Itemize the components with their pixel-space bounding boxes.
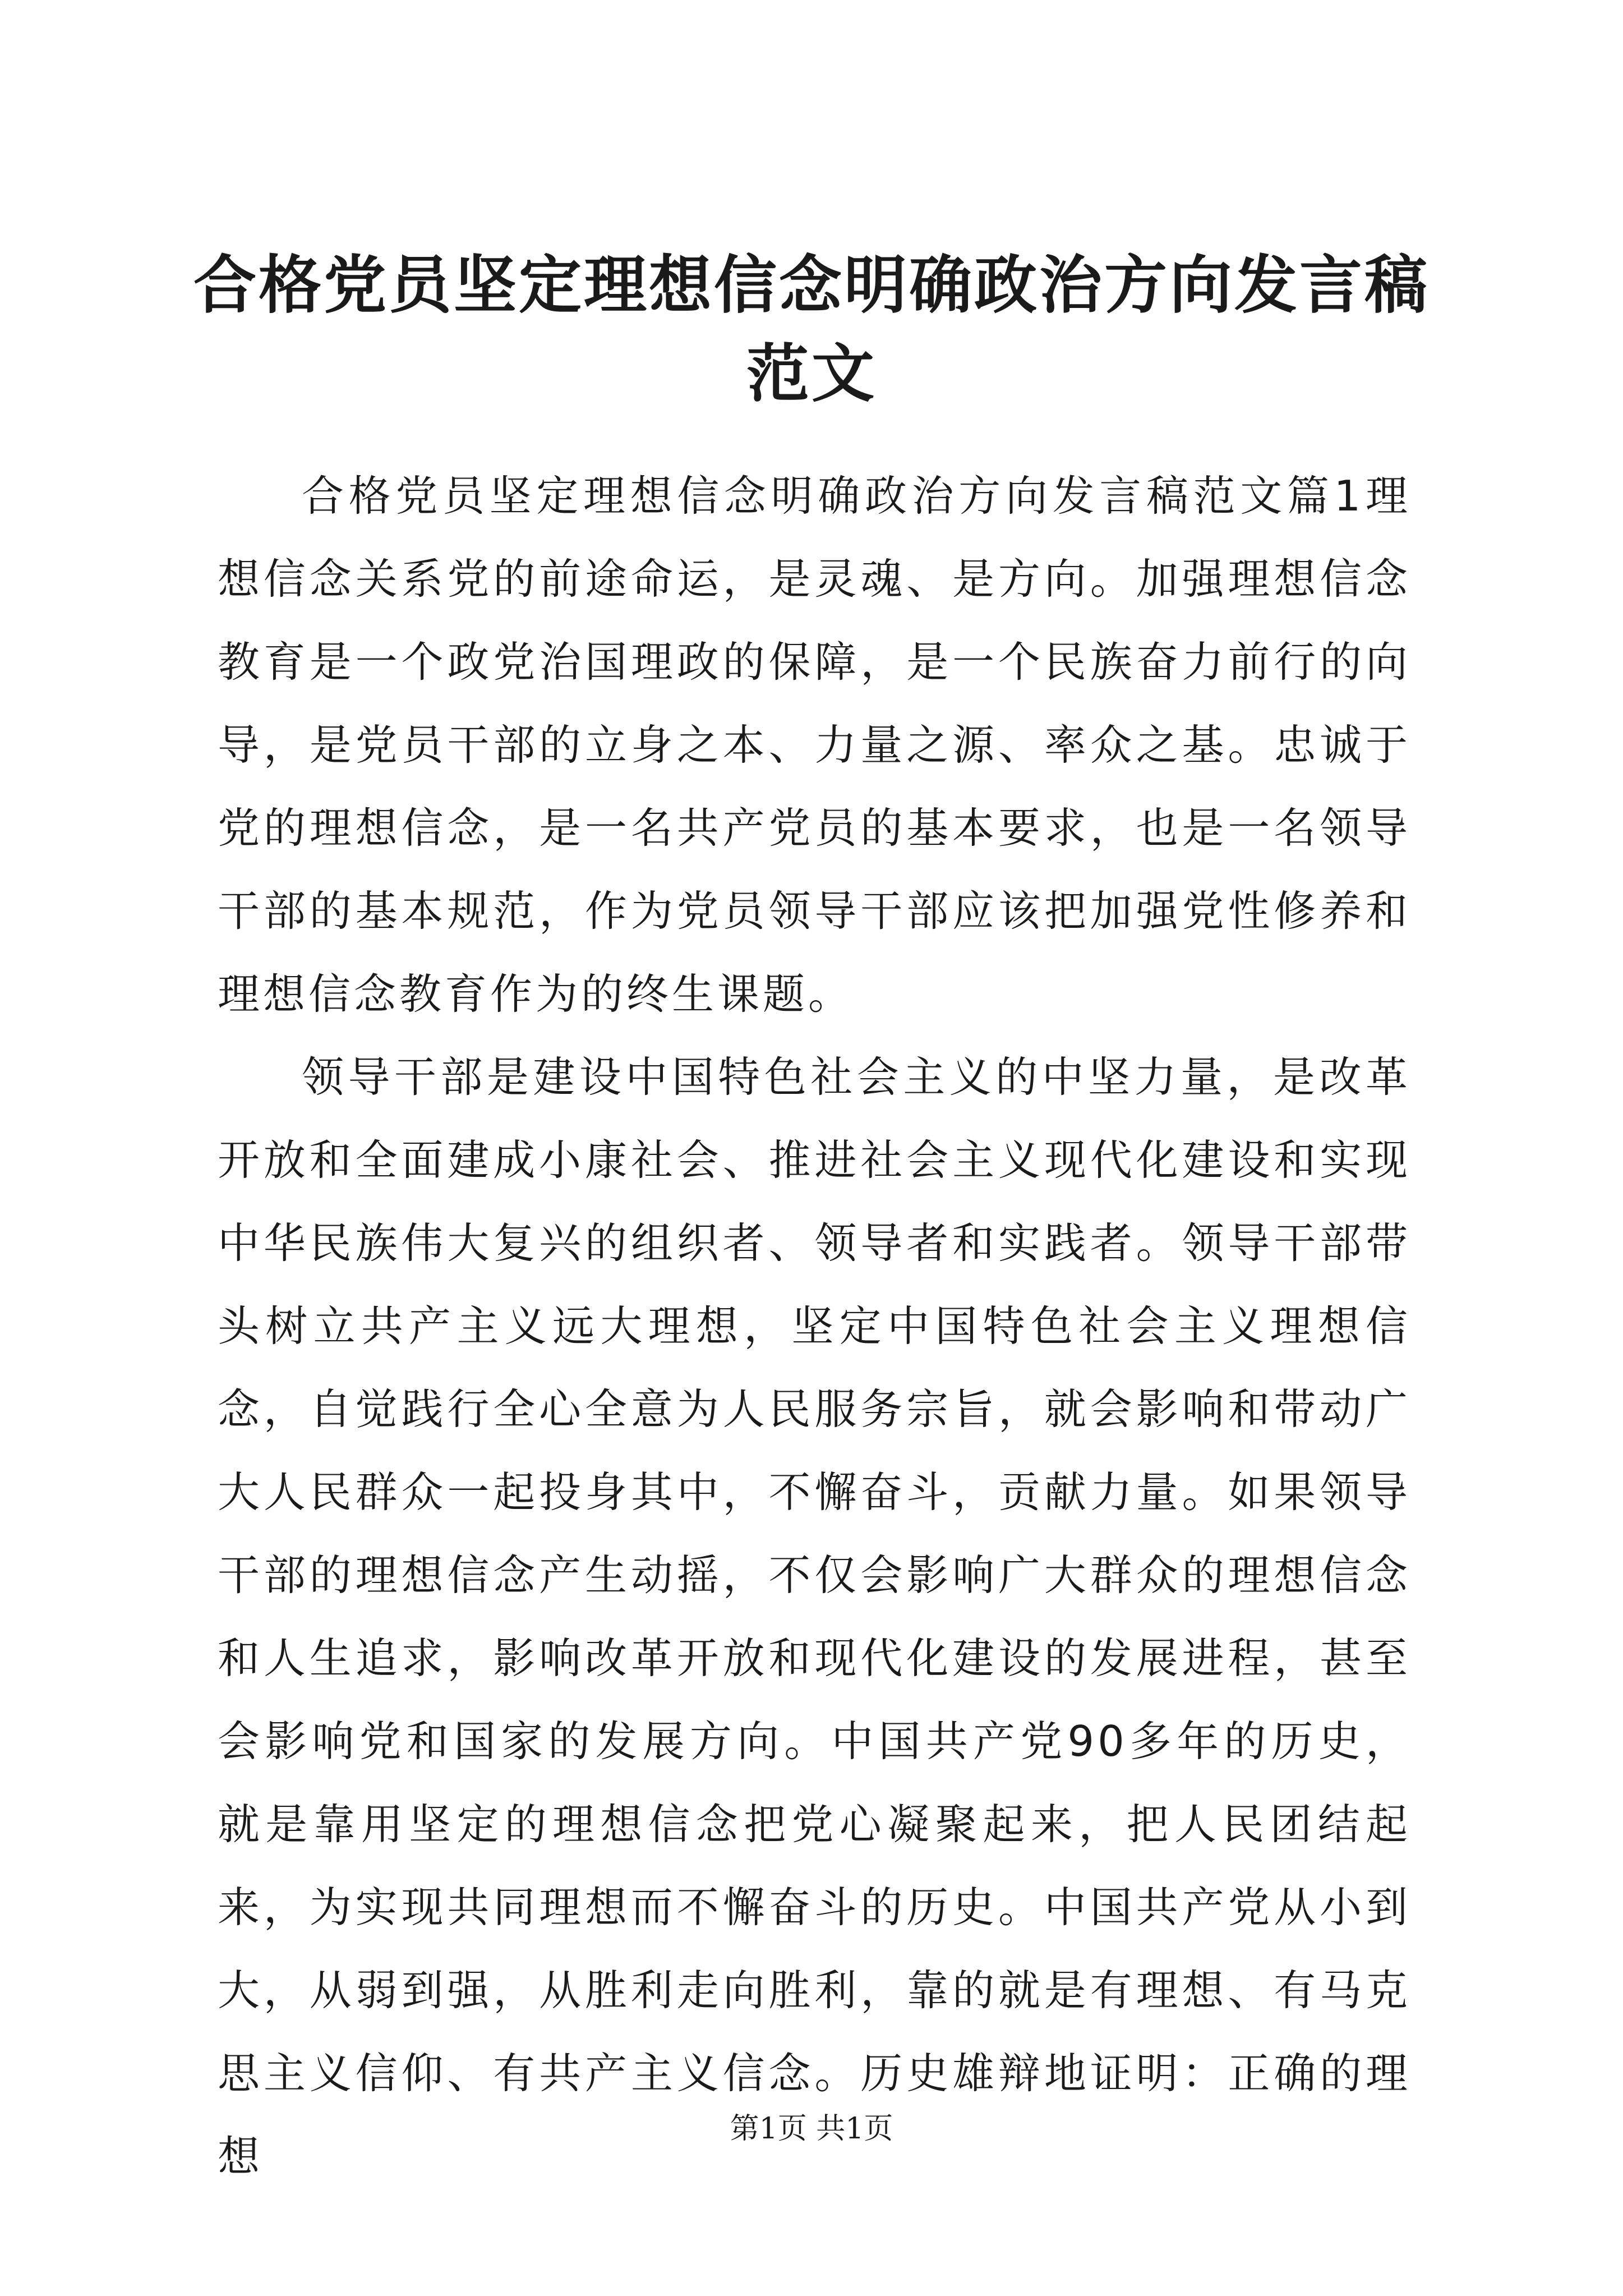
page-footer: 第1页 共1页: [730, 2112, 893, 2146]
paragraph-2: 领导干部是建设中国特色社会主义的中坚力量，是改革开放和全面建成小康社会、推进社会主义现代化建设和实现中华民族伟大复兴的组织者、领导者和实践者。领导干部带头树立共产主义远大理想，坚定中国特色社会主义理想信念，自觉践行全心全意为人民服务宗旨，就会影响和带动广大人民群众一起投身其中，不懈奋斗，贡献力量。如果领导干部的理想信念产生动摇，不仅会影响广大群众的理想信念和人生追求，影响改革开放和现代化建设的发展进程，甚至会影响党和国家的发展方向。中国共产党90多年的历史，就是靠用坚定的理想信念把党心凝聚起来，把人民团结起来，为实现共同理想而不懈奋斗的历史。中国共产党从小到大，从弱到强，从胜利走向胜利，靠的就是有理想、有马克思主义信仰、有共产主义信念。历史雄辩地证明：正确的理想: [218, 1052, 1411, 2181]
document-title: 合格党员坚定理想信念明确政治方向发言稿范文: [193, 249, 1430, 411]
document-body: [218, 454, 1411, 2198]
paragraph-1: 合格党员坚定理想信念明确政治方向发言稿范文篇1理想信念关系党的前途命运，是灵魂、是方向。加强理想信念教育是一个政党治国理政的保障，是一个民族奋力前行的向导，是党员干部的立身之本、力量之源、率众之基。忠诚于党的理想信念，是一名共产党员的基本要求，也是一名领导干部的基本规范，作为党员领导干部应该把加强党性修养和理想信念教育作为的终生课题。: [218, 471, 1411, 1019]
